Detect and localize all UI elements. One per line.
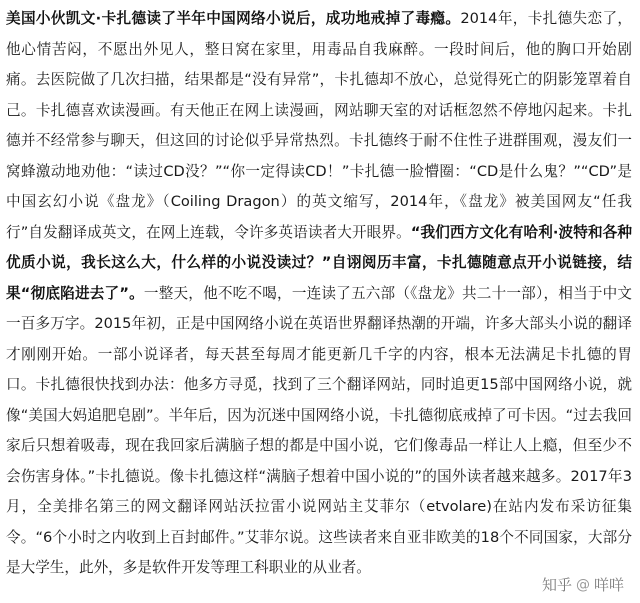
headline-sentence: 美国小伙凯文·卡扎德读了半年中国网络小说后，成功地戒掉了毒瘾。 [6, 10, 461, 27]
story-paragraph-2: 一整天，他不吃不喝，一连读了五六部（《盘龙》共二十一部），相当于中文一百多万字。2015年初，正是中国网络小说在英语世界翻译热潮的开端，许多大部头小说的翻译才刚刚开始。一部小说译者，每天甚至每周才能更新几千字的内容，根本无法满足卡扎德的胃口。卡扎德很快找到办法：他多方寻觅，找到了三个翻译网站，同时追更15部中国网络小说，就像“美国大妈追肥皂剧”。半年后，因为沉迷中国网络小说，卡扎德彻底戒掉了可卡因。“过去我回家后只想着吸毒，现在我回家后满脑子想的都是中国小说，它们像毒品一样让人上瘾，但至少不会伤害身体。”卡扎德说。像卡扎德这样“满脑子想着中国小说的”的国外读者越来越多。2017年3月，全美排名第三的网文翻译网站沃拉雷小说网站主艾菲尔（etvolare)在站内发布采访征集令。“6个小时之内收到上百封邮件。”艾菲尔说。这些读者来自亚非欧美的18个不同国家，大部分是大学生，此外，多是软件开发等理工科职业的从业者。 [6, 284, 632, 576]
article-body [6, 4, 632, 584]
watermark-at-sign: @ [575, 577, 590, 593]
watermark-author: 咩咩 [593, 576, 624, 594]
story-paragraph-1: 2014年，卡扎德失恋了，他心情苦闷，不愿出外见人，整日窝在家里，用毒品自我麻醉。一段时间后，他的胸口开始剧痛。去医院做了几次扫描，结果都是“没有异常”，卡扎德却不放心，总觉得死亡的阴影笼罩着自己。卡扎德喜欢读漫画。有天他正在网上读漫画，网站聊天室的对话框忽然不停地闪起来。卡扎德并不经常参与聊天，但这回的讨论似乎异常热烈。卡扎德终于耐不住性子进群围观，漫友们一窝蜂激动地劝他：“读过CD没？”“你一定得读CD！”卡扎德一脸懵圈：“CD是什么鬼？”“CD”是中国玄幻小说《盘龙》（Coiling Dragon）的英文缩写，2014年，《盘龙》被美国网友“任我行”自发翻译成英文，在网上连载，令许多英语读者大开眼界。 [6, 10, 632, 241]
watermark-site: 知乎 [541, 576, 572, 594]
zhihu-watermark [536, 573, 630, 597]
quote-sentence: “我们西方文化有哈利·波特和各种优质小说，我长这么大，什么样的小说没读过？”自诩阅历丰富，卡扎德随意点开小说链接，结果“彻底陷进去了”。 [6, 223, 632, 302]
